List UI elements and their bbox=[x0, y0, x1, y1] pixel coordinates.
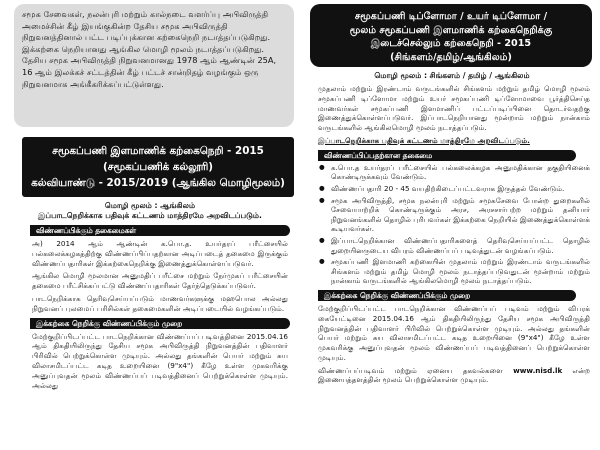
diploma-course-title-box bbox=[310, 4, 592, 67]
list-item bbox=[318, 236, 590, 255]
bullet-icon: ● bbox=[319, 162, 325, 171]
bachelor-course-title-box bbox=[22, 137, 294, 197]
course-academic-year: கல்வியாண்டு - 2015/2019 (ஆங்கில மொழிமூலம்) bbox=[31, 177, 285, 189]
list-item-text: சமூக அபிவிருத்தி, சமூக நலன்புரி மற்றும் சமூகசேவை போன்ற துறைகளில் சேவையாற்றிக் கொண்டிருக்கும் அரச, அரசசார்பற்ற மற்றும் தனியார் நிறுவனங்களில் தொழில் புரிபவர்கள் இக்கற்கை நெறியில் இணைத்துக்கொள்ளக் கூடியவர்கள். bbox=[331, 195, 590, 234]
list-item-text: சமூகப்பணி இளமாணி கற்கையின் முதலாம் மற்றும் இரண்டாம் வருடங்களில் சிங்களம் மற்றும் தமிழ் மொழி மூலம் நடாத்தப்படுவதுடன் மூன்றாம் மற்றும் நான்காம் வருடங்களில் ஆங்கிலமொழி மூலம் நடாத்தப்படும். bbox=[331, 257, 590, 286]
course-title-line-2: மூலம் சமூகப்பணி இளமாணிக் கற்கைநெறிக்கு bbox=[349, 24, 553, 36]
website-link[interactable]: www.nisd.lk bbox=[513, 365, 563, 375]
list-item bbox=[318, 257, 590, 286]
registration-fee-note: இப்பாடநெறிக்காக பதிவுக் கட்டணம் மாத்திரமே அறவிடப்படும். bbox=[38, 211, 262, 220]
medium-language: மொழி மூலம் : சிங்களம் / தமிழ் / ஆங்கிலம் bbox=[374, 71, 530, 80]
apply-heading: இக்கற்கை நெறிக்கு விண்ணப்பிக்கும் முறை bbox=[318, 290, 576, 301]
eligibility-paragraph-2: ஆங்கில மொழி மூலமான அனுமதிப் பரீட்சை மற்றும் நேர்முகப் பரீட்சையின் தகைமை பரீட்சிக்கப்பட்டு விண்ணப்பதாரிகள் தேர்ந்தெடுக்கப்படுவர். bbox=[32, 271, 288, 291]
registration-fee-note: இப்பாடநெறிக்காக பதிவுக் கட்டணம் மாத்திரமே அறவிடப்படும். bbox=[318, 135, 530, 145]
apply-paragraph: மேற்குறிப்பிடப்பட்ட பாடநெறிக்கான விண்ணப்பப் படிவத்தினை 2015.04.16 ஆம் திகதியிலிருந்து தேசிய சமூக அபிவிருத்தி நிறுவனத்தின் பதிவாளர் பிரிவில் பெற்றுக்கொள்ள முடியும். அல்லது தங்களின் பெயர் மற்றும் சுய விலாசமிடப்பட்ட கடித உறையினை (9"x4") கீழே உள்ள முகவரிக்கு அனுப்புவதன் மூலம் விண்ணப்பப் படிவத்தினைப் பெற்றுக்கொள்ள முடியும். அல்லது bbox=[32, 331, 288, 390]
website-suffix: என்ற இணையத்தளத்தின் மூலம் பெற்றுக்கொள்ள முடியும். bbox=[318, 365, 590, 385]
course-title: சமூகப்பணி இளமாணிக் கற்கைநெறி - 2015 bbox=[52, 145, 264, 157]
course-title-line-3: இடைச்செல்லும் கற்கைநெறி - 2015 bbox=[370, 38, 532, 49]
website-prefix: விண்ணப்பப்படிவம் மற்றும் ஏனைய தகவல்களை bbox=[318, 365, 503, 375]
eligibility-list bbox=[318, 163, 590, 286]
list-item bbox=[318, 163, 590, 182]
right-column bbox=[304, 0, 600, 385]
intro-paragraph: சமூக சேவைகள், நலன்புரி மற்றும் கால்நடை வளர்ப்பு அபிவிருத்தி அமைச்சின் கீழ் இயங்குகின்ற தேசிய சமூக அபிவிருத்தி நிறுவனத்தினால் பட்ட படிப்புக்கான கற்கைநெறி நடாத்தப்படுகிறது. இக்கற்கை நெறியானது ஆங்கில மொழி மூலம் நடாத்தப்படுகிறது. தேசிய சமூக அபிவிருத்தி நிறுவனமானது 1978 ஆம் ஆண்டின் 25A, 16 ஆம் இலக்கச் சட்டத்தின் கீழ் பட்டச் சான்றிதழ் வழங்கும் ஒரு நிறுவனமாக அங்கீகரிக்கப்பட்டுள்ளது. bbox=[14, 4, 294, 127]
list-item bbox=[318, 196, 590, 234]
apply-heading: இக்கற்கை நெறிக்கு விண்ணப்பிக்கும் முறை bbox=[30, 318, 290, 329]
course-title-line-1: சமூகப்பணி டிப்ளோமா / உயர் டிப்ளோமா / bbox=[354, 11, 548, 22]
eligibility-heading: விண்ணப்பிப்பதற்கான தகைமை bbox=[318, 150, 576, 161]
list-item-text: க.பொ.த உயர்தரப் பரீட்சையில் பல்கலைக்கழக அனுமதிக்கான தகுதியினைக் கொண்டிருக்கவும் வேண்டும். bbox=[331, 162, 590, 182]
list-item-text: விண்ணப்பதாரி 20 - 45 வயதிற்கிடைப்பட்டவராக இருத்தல் வேண்டும். bbox=[331, 183, 565, 193]
website-paragraph bbox=[318, 366, 590, 386]
course-college: (சமூகப்பணிக் கல்லூரி) bbox=[102, 161, 214, 173]
list-item-text: இப்பாடநெறிக்கான விண்ணப்பதாரிகளைத் தெரிவுசெய்யப்பட்ட தொழில் துறையினருடைய விபரம் விண்ணப்பப் படிவத்துடன் வழங்கப்படும். bbox=[331, 235, 590, 255]
list-item bbox=[318, 184, 590, 194]
eligibility-heading: விண்ணப்பிக்கும் தகைமைகள் bbox=[30, 225, 290, 236]
eligibility-paragraph-3: பாடநெறிக்காக தெரிவுசெய்யப்படும் மாணவர்களுக்கு மஹபொல அல்லது நிறுவனப் புலமைப் பரிசில்கள் தகைமைகளின் அடிப்படையில் வழங்கப்படும். bbox=[32, 293, 288, 313]
bullet-icon: ● bbox=[319, 183, 325, 192]
eligibility-paragraph-1: அ) 2014 ஆம் ஆண்டின் க.பொ.த. உயர்தரப் பரீட்சையில் பல்கலைக்கழகத்திற்கு விண்ணப்பிப்பதற்கான அடிப்படைத் தகைமை இருக்கும் விண்ணப்பதாரிகள் இக்கற்கைநெறிக்கு இணைத்துக்கொள்ளப்படுவர். bbox=[32, 239, 288, 268]
medium-info bbox=[0, 201, 300, 221]
bullet-icon: ● bbox=[319, 235, 325, 244]
course-languages: (சிங்களம்/தமிழ்/ஆங்கிலம்) bbox=[390, 51, 512, 63]
bullet-icon: ● bbox=[319, 195, 325, 204]
bullet-icon: ● bbox=[319, 257, 325, 266]
left-column bbox=[0, 0, 300, 390]
medium-language: மொழி மூலம் : ஆங்கிலம் bbox=[104, 201, 196, 210]
course-description: முதலாம் மற்றும் இரண்டாம் வருடங்களில் சிங்களம் மற்றும் தமிழ் மொழி மூலம் சமூகப்பணி டிப்ளோமா மற்றும் உயர் சமூகப்பணி டிப்ளோமாவை பூர்த்திசெய்த மாணவர்கள் சமூகப்பணி இளமாணிப் பட்டப்படிப்பினை தொடர்வதற்கு இணைத்துக்கொள்ளப்படுவர். இப்பாடநெறியானது மூன்றாம் மற்றும் நான்காம் வருடங்களில் ஆங்கிலமொழி மூலம் நடாத்தப்படும். bbox=[318, 84, 590, 133]
apply-paragraph: மேற்குறிப்பிடப்பட்ட பாடநெறிக்கான விண்ணப்பப் படிவம் மற்றும் விபரக் கையேட்டினை 2015.04.16 ஆம் திகதியிலிருந்து தேசிய சமூக அபிவிருத்தி நிறுவனத்தின் பதிவாளர் பிரிவில் பெற்றுக்கொள்ள முடியும். அல்லது தங்களின் பெயர் மற்றும் சுய விலாசமிடப்பட்ட கடித உறையினை (9"x4") கீழே உள்ள முகவரிக்கு அனுப்புவதன் மூலம் விண்ணப்பப் படிவத்தினைப் பெற்றுக்கொள்ள முடியும். bbox=[318, 303, 590, 362]
